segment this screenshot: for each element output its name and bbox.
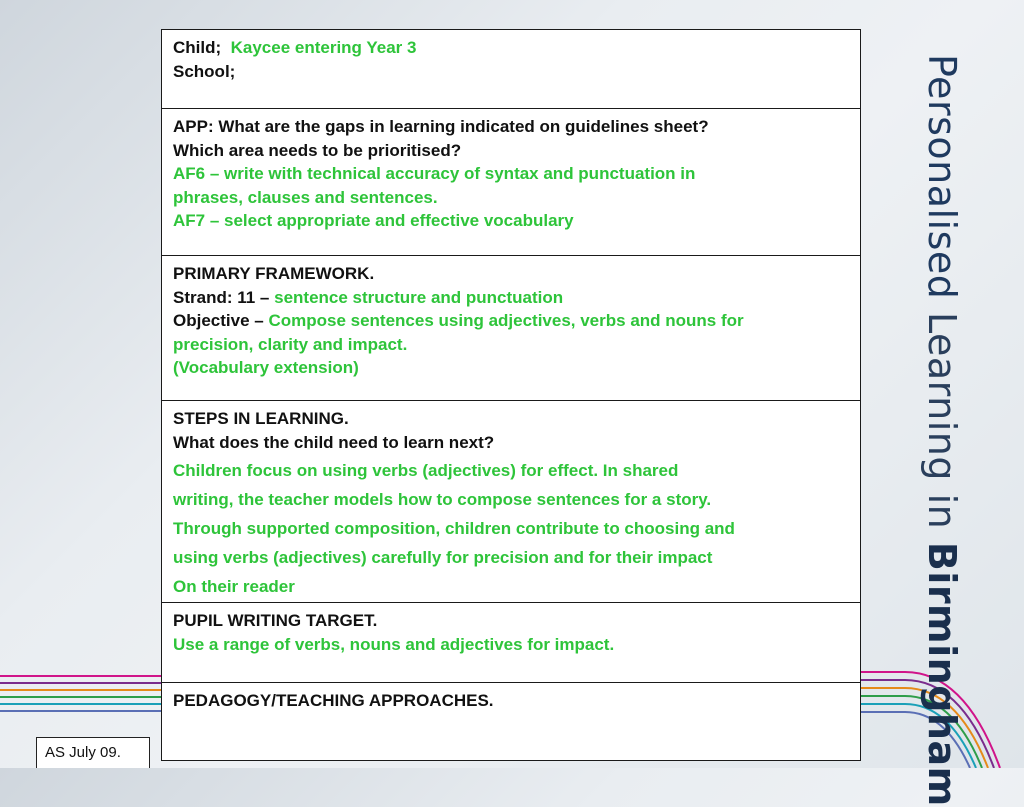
steps-line: Through supported composition, children contribute to choosing and — [173, 519, 735, 538]
framework-cell — [162, 256, 860, 401]
child-cell — [162, 30, 860, 109]
strand-value: sentence structure and punctuation — [274, 287, 564, 307]
footer-note: AS July 09. — [36, 737, 150, 768]
steps-cell — [162, 401, 860, 603]
framework-heading: PRIMARY FRAMEWORK. — [173, 264, 375, 283]
steps-line: writing, the teacher models how to compose sentences for a story. — [173, 490, 712, 509]
brand-word-in: in — [920, 493, 964, 530]
planning-table — [161, 29, 861, 761]
school-label: School; — [173, 61, 236, 81]
steps-question: What does the child need to learn next? — [173, 432, 495, 452]
objective-value-2: precision, clarity and impact. — [173, 334, 408, 354]
steps-line: Children focus on using verbs (adjectives) for effect. In shared — [173, 461, 679, 480]
child-value: Kaycee entering Year 3 — [230, 38, 417, 57]
steps-line: On their reader — [173, 577, 295, 596]
target-cell — [162, 603, 860, 683]
app-cell — [162, 109, 860, 256]
target-value: Use a range of verbs, nouns and adjectives for impact. — [173, 634, 615, 654]
brand-logo — [920, 54, 1021, 807]
af7-line: AF7 – select appropriate and effective vocabulary — [173, 211, 574, 230]
app-question-1: APP: What are the gaps in learning indicated on guidelines sheet? — [173, 117, 709, 136]
right-stripe — [850, 688, 988, 768]
target-heading: PUPIL WRITING TARGET. — [173, 611, 378, 630]
af6-line-2: phrases, clauses and sentences. — [173, 187, 438, 207]
brand-word-personalised: Personalised — [920, 54, 964, 300]
child-label: Child; — [173, 38, 222, 57]
brand-word-learning: Learning — [920, 312, 964, 481]
vocabulary-extension: (Vocabulary extension) — [173, 358, 359, 377]
objective-label: Objective – — [173, 311, 264, 330]
steps-line: using verbs (adjectives) carefully for precision and for their impact — [173, 548, 713, 567]
pedagogy-cell — [162, 683, 860, 760]
app-question-2: Which area needs to be prioritised? — [173, 140, 462, 160]
brand-word-birmingham: Birmingham — [920, 541, 964, 807]
strand-label: Strand: 11 – — [173, 287, 270, 307]
steps-heading: STEPS IN LEARNING. — [173, 409, 349, 428]
brand-text — [920, 54, 964, 807]
pedagogy-heading: PEDAGOGY/TEACHING APPROACHES. — [173, 691, 494, 710]
af6-line-1: AF6 – write with technical accuracy of syntax and punctuation in — [173, 164, 696, 183]
objective-value-1: Compose sentences using adjectives, verbs and nouns for — [268, 311, 744, 330]
